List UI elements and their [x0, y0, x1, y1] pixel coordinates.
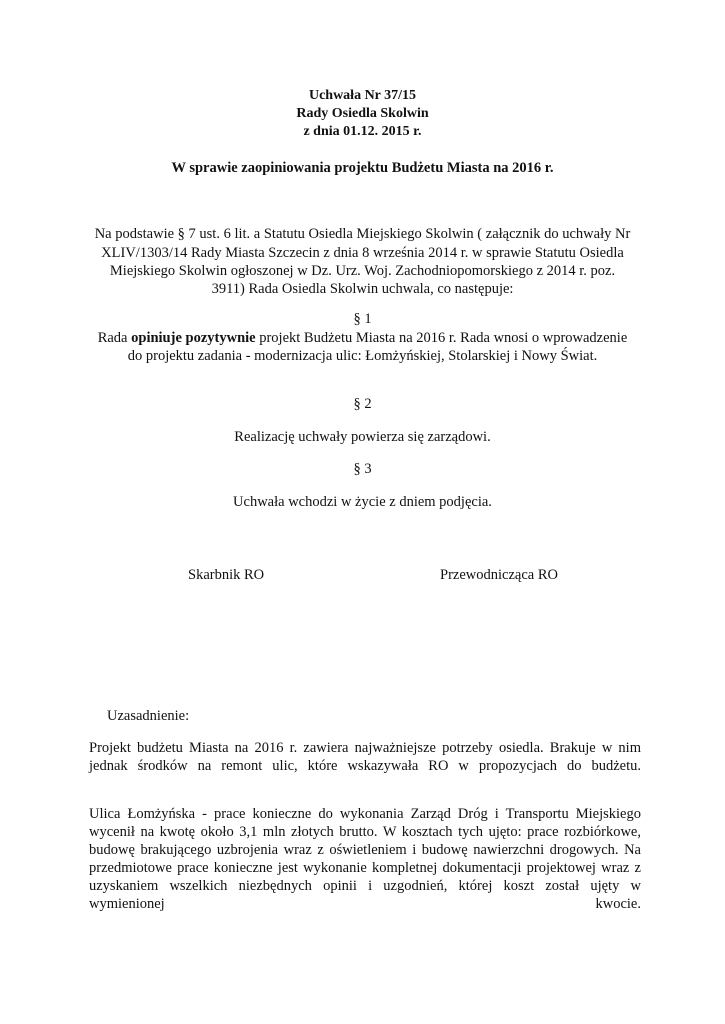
justification-p2-line-5: uzyskaniem wszelkich niezbędnych opinii i uzgodnień, której koszt został ujęty w [89, 878, 641, 894]
section-1-prefix: Rada [97, 330, 132, 346]
resolution-date: z dnia 01.12. 2015 r. [303, 124, 422, 139]
preamble-line-2: XLIV/1303/14 Rady Miasta Szczecin z dnia 8 września 2014 r. w sprawie Statutu Osiedla [101, 245, 624, 261]
section-1-bold-phrase: opiniuje pozytywnie [131, 330, 256, 346]
justification-p2-line-1: Ulica Łomżyńska - prace konieczne do wykonania Zarząd Dróg i Transportu Miejskiego [89, 806, 641, 822]
council-name: Rady Osiedla Skolwin [296, 106, 429, 121]
justification-heading: Uzasadnienie: [107, 708, 190, 724]
justification-p1-line-2: jednak środków na remont ulic, które wskazywała RO w propozycjach do budżetu. [89, 758, 641, 774]
section-1-line-2: do projektu zadania - modernizacja ulic: Łomżyńskiej, Stolarskiej i Nowy Świat. [127, 348, 598, 364]
preamble-line-1: Na podstawie § 7 ust. 6 lit. a Statutu Osiedla Miejskiego Skolwin ( załącznik do uchwały Nr [94, 226, 631, 242]
signature-chairwoman: Przewodnicząca RO [440, 567, 558, 583]
justification-p2-line-2: wycenił na kwotę około 3,1 mln złotych brutto. W kosztach tych ujęto: prace rozbiórkowe, [89, 824, 641, 840]
resolution-number: Uchwała Nr 37/15 [308, 88, 417, 103]
justification-p1-line-1: Projekt budżetu Miasta na 2016 r. zawiera najważniejsze potrzeby osiedla. Brakuje w nim [89, 740, 641, 756]
preamble-line-4: 3911) Rada Osiedla Skolwin uchwala, co następuje: [211, 281, 514, 297]
signature-treasurer: Skarbnik RO [188, 567, 265, 583]
justification-p2-line-3: budowę brakującego uzbrojenia wraz z oświetleniem i budowę nawierzchni drogowych. Na [89, 842, 641, 858]
section-3-text: Uchwała wchodzi w życie z dniem podjęcia. [233, 494, 492, 510]
section-3-title: § 3 [353, 461, 372, 477]
section-1-line-1 [80, 329, 645, 348]
justification-p2-line-4: przedmiotowe prace konieczne jest wykonanie kompletnej dokumentacji projektowej wraz z [89, 860, 641, 876]
resolution-subject: W sprawie zaopiniowania projektu Budżetu Miasta na 2016 r. [171, 160, 554, 176]
justification-p2-line-6: wymienionej kwocie. [89, 896, 641, 912]
section-2-text: Realizację uchwały powierza się zarządowi. [234, 429, 491, 445]
section-1-rest: projekt Budżetu Miasta na 2016 r. Rada wnosi o wprowadzenie [255, 330, 628, 346]
section-1-title: § 1 [353, 311, 372, 327]
preamble-line-3: Miejskiego Skolwin ogłoszonej w Dz. Urz. Woj. Zachodniopomorskiego z 2014 r. poz. [109, 263, 616, 279]
section-2-title: § 2 [353, 396, 372, 412]
